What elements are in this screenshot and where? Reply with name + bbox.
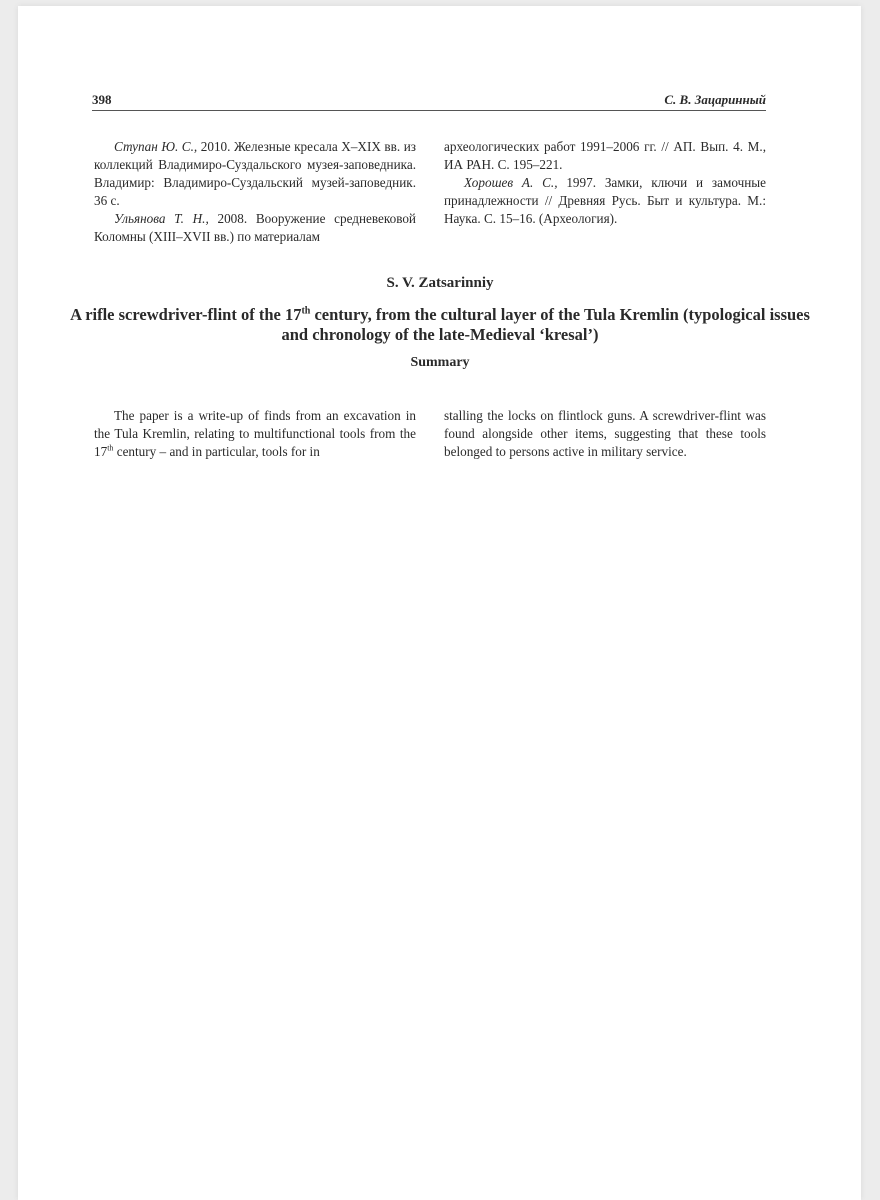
reference-text: 1997. Замки, ключи и замочные принадлежности // Древняя Русь. Быт и культура. М.: Наука. С. 15–16. (Археология). [444,175,766,226]
paper-title [60,305,820,345]
reference-entry [94,138,416,210]
reference-author: Ульянова Т. Н., [114,211,209,226]
summary-heading: Summary [410,355,470,370]
summary-paragraph-continuation: stalling the locks on flintlock guns. A screwdriver-flint was found alongside other items, suggesting that these tools belonged to persons active in military service. [444,408,766,459]
paper-title-part2: century, from the cultural layer of the Tula Kremlin (typological issues and chronology of the late-Medieval ‘kresal’) [281,305,810,344]
summary-author: S. V. Zatsarinniy [386,275,494,291]
summary-right-column [444,407,766,461]
summary-superscript: th [107,443,114,453]
summary-body [94,407,766,461]
references-right-column [444,138,766,246]
paper-title-part1: A rifle screwdriver-flint of the 17 [70,305,302,324]
reference-text: 2010. Железные кресала X–XIX вв. из коллекций Владимиро-Суздальского музея-заповедника. Владимир: Владимиро-Суздальский музей-заповедник. 36 с. [94,139,417,208]
reference-continuation: археологических работ 1991–2006 гг. // АП. Вып. 4. М., ИА РАН. С. 195–221. [444,139,766,172]
reference-entry [94,210,416,246]
summary-paragraph [94,407,416,461]
references-section [94,138,766,246]
reference-author: Ступан Ю. С., [114,139,198,154]
summary-left-column [94,407,416,461]
reference-entry [444,174,766,228]
references-left-column [94,138,416,246]
running-header [92,90,766,111]
running-author: С. В. Зацаринный [664,92,766,107]
summary-text-b: century – and in particular, tools for in [113,444,320,459]
page-number: 398 [92,92,112,107]
reference-author: Хорошев А. С., [464,175,558,190]
reference-text: 2008. Вооружение средневековой Коломны (XIII–XVII вв.) по материалам [94,211,416,244]
paper-title-superscript: th [301,305,311,317]
summary-text-a: The paper is a write-up of finds from an excavation in the Tula Kremlin, relating to multifunctional tools from the 17 [94,408,416,459]
